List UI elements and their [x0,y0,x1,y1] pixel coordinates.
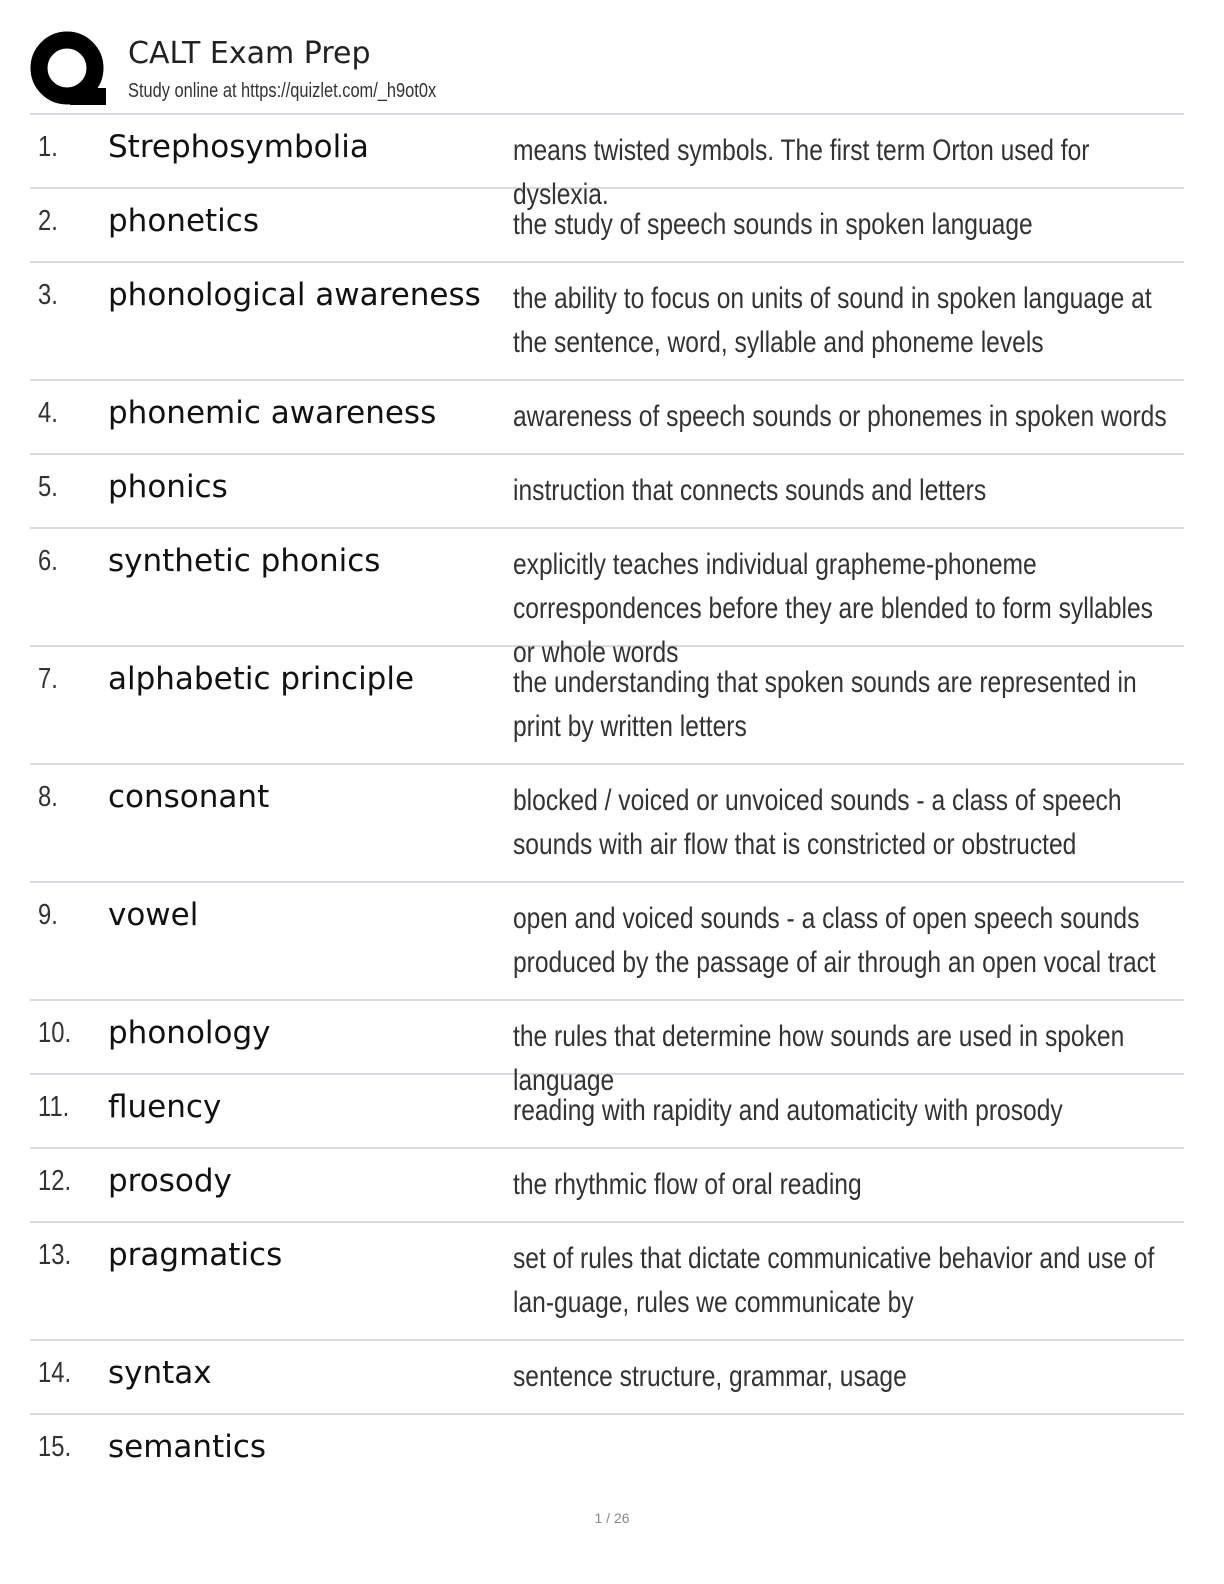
card-term: Strephosymbolia [108,129,369,165]
set-title: CALT Exam Prep [128,36,371,71]
card-term: phonics [108,469,228,505]
study-online-link[interactable]: Study online at https://quizlet.com/_h9ot0x [128,80,437,102]
card-definition: awareness of speech sounds or phonemes in spoken words [513,400,1167,433]
card-definition: the ability to focus on units of sound in spoken language at the sentence, word, syllable and phoneme levels [513,282,1152,359]
card-definition: blocked / voiced or unvoiced sounds - a class of speech sounds with air flow that is constricted or obstructed [513,784,1122,861]
card-definition: means twisted symbols. The first term Orton used for dyslexia. [513,134,1090,211]
flashcard-row [30,1149,1184,1223]
card-term: pragmatics [108,1237,283,1273]
card-term: semantics [108,1429,267,1465]
card-number: 3. [38,279,58,311]
card-definition: sentence structure, grammar, usage [513,1360,907,1393]
flashcard-row [30,115,1184,211]
card-number: 15. [38,1431,72,1463]
card-definition: set of rules that dictate communicative behavior and use of lan-guage, rules we communicate by [513,1242,1155,1319]
flashcard-row [30,529,1184,669]
flashcard-row [30,765,1184,883]
flashcard-list [30,115,1184,1487]
card-number: 7. [38,663,58,695]
card-definition: the study of speech sounds in spoken language [513,208,1033,241]
page-header [30,28,1184,112]
quizlet-logo-icon [30,30,108,108]
flashcard-row [30,1223,1184,1341]
card-term: synthetic phonics [108,543,381,579]
card-number: 13. [38,1239,72,1271]
card-term: prosody [108,1163,232,1199]
card-term: alphabetic principle [108,661,415,697]
card-number: 6. [38,545,58,577]
flashcard-row [30,883,1184,1001]
card-number: 4. [38,397,58,429]
flashcard-row [30,263,1184,381]
card-definition: the understanding that spoken sounds are represented in print by written letters [513,666,1137,743]
card-term: phonetics [108,203,259,239]
card-term: syntax [108,1355,212,1391]
card-number: 14. [38,1357,72,1389]
flashcard-row [30,1001,1184,1097]
card-number: 2. [38,205,58,237]
card-term: fluency [108,1089,222,1125]
flashcard-row [30,647,1184,765]
card-term: phonemic awareness [108,395,437,431]
card-number: 5. [38,471,58,503]
card-number: 10. [38,1017,72,1049]
card-term: consonant [108,779,270,815]
flashcard-row [30,455,1184,529]
flashcard-row [30,1075,1184,1149]
page-indicator: 1 / 26 [594,1510,630,1526]
card-term: vowel [108,897,199,933]
flashcard-row [30,1341,1184,1415]
card-number: 9. [38,899,58,931]
card-definition: reading with rapidity and automaticity with prosody [513,1094,1063,1127]
flashcard-row [30,189,1184,263]
card-number: 11. [38,1091,70,1123]
card-definition: the rules that determine how sounds are used in spoken language [513,1020,1125,1097]
card-number: 8. [38,781,58,813]
flashcard-row [30,1415,1184,1487]
card-definition: the rhythmic flow of oral reading [513,1168,862,1201]
card-definition: explicitly teaches individual grapheme-phoneme correspondences before they are blended to form syllables or whole words [513,548,1153,669]
flashcard-row [30,381,1184,455]
card-definition: instruction that connects sounds and letters [513,474,987,507]
card-number: 12. [38,1165,72,1197]
card-term: phonological awareness [108,277,481,313]
card-number: 1. [38,131,58,163]
card-definition: open and voiced sounds - a class of open speech sounds produced by the passage of air through an open vocal tract [513,902,1156,979]
card-term: phonology [108,1015,271,1051]
